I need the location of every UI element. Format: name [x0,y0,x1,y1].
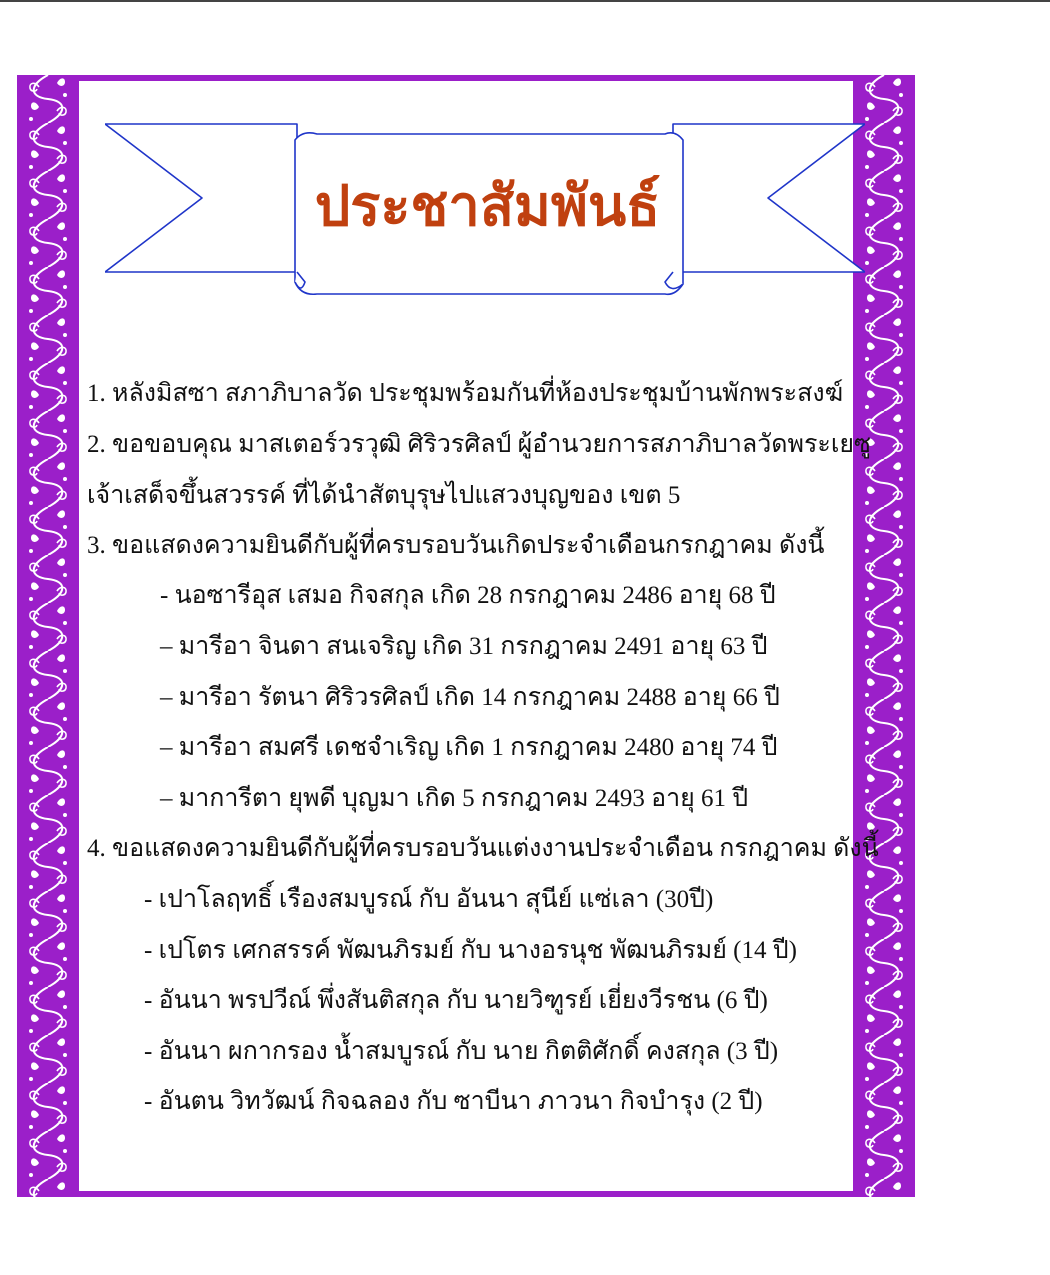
announcement-item-2-line-2: เจ้าเสด็จขึ้นสวรรค์ ที่ได้นำสัตบุรุษไปแสวงบุญของ เขต 5 [87,482,681,509]
anniversary-entry: - อันตน วิทวัฒน์ กิจฉลอง กับ ซาบีนา ภาวนา กิจบำรุง (2 ปี) [144,1088,763,1115]
top-rule [0,0,1050,2]
announcement-item-4: 4. ขอแสดงความยินดีกับผู้ที่ครบรอบวันแต่งงานประจำเดือน กรกฎาคม ดังนี้ [87,835,879,862]
page-title: ประชาสัมพันธ์ [314,176,661,238]
anniversary-entry: - เปโตร เศกสรรค์ พัฒนภิรมย์ กับ นางอรนุช พัฒนภิรมย์ (14 ปี) [144,937,797,964]
floral-border-left [17,75,79,1197]
announcement-item-3: 3. ขอแสดงความยินดีกับผู้ที่ครบรอบวันเกิดประจำเดือนกรกฎาคม ดังนี้ [87,532,825,559]
announcement-item-2-line-1: 2. ขอขอบคุณ มาสเตอร์วรวุฒิ ศิริวรศิลป์ ผู้อำนวยการสภาภิบาลวัดพระเยซู [87,431,871,458]
birthday-entry: - นอซารีอุส เสมอ กิจสกุล เกิด 28 กรกฎาคม 2486 อายุ 68 ปี [160,582,776,609]
anniversary-entry: - อันนา ผกากรอง น้ำสมบูรณ์ กับ นาย กิตติศักดิ์ คงสกุล (3 ปี) [144,1038,779,1065]
announcement-item-1: 1. หลังมิสซา สภาภิบาลวัด ประชุมพร้อมกันที่ห้องประชุมบ้านพักพระสงฆ์ [87,380,844,407]
anniversary-entry: - เปาโลฤทธิ์ เรืองสมบูรณ์ กับ อันนา สุนีย์ แซ่เลา (30ปี) [144,886,714,913]
anniversary-entry: - อันนา พรปวีณ์ พึ่งสันติสกุล กับ นายวิฑูรย์ เยี่ยงวีรชน (6 ปี) [144,987,768,1014]
frame-bottom-border [17,1191,915,1197]
birthday-entry: – มารีอา สมศรี เดชจำเริญ เกิด 1 กรกฎาคม 2480 อายุ 74 ปี [160,734,778,761]
birthday-entry: – มารีอา รัตนา ศิริวรศิลป์ เกิด 14 กรกฎาคม 2488 อายุ 66 ปี [160,684,780,711]
birthday-entry: – มาการีตา ยุพดี บุญมา เกิด 5 กรกฎาคม 2493 อายุ 61 ปี [160,785,749,812]
birthday-entry: – มารีอา จินดา สนเจริญ เกิด 31 กรกฎาคม 2491 อายุ 63 ปี [160,633,768,660]
frame-top-border [17,75,915,81]
